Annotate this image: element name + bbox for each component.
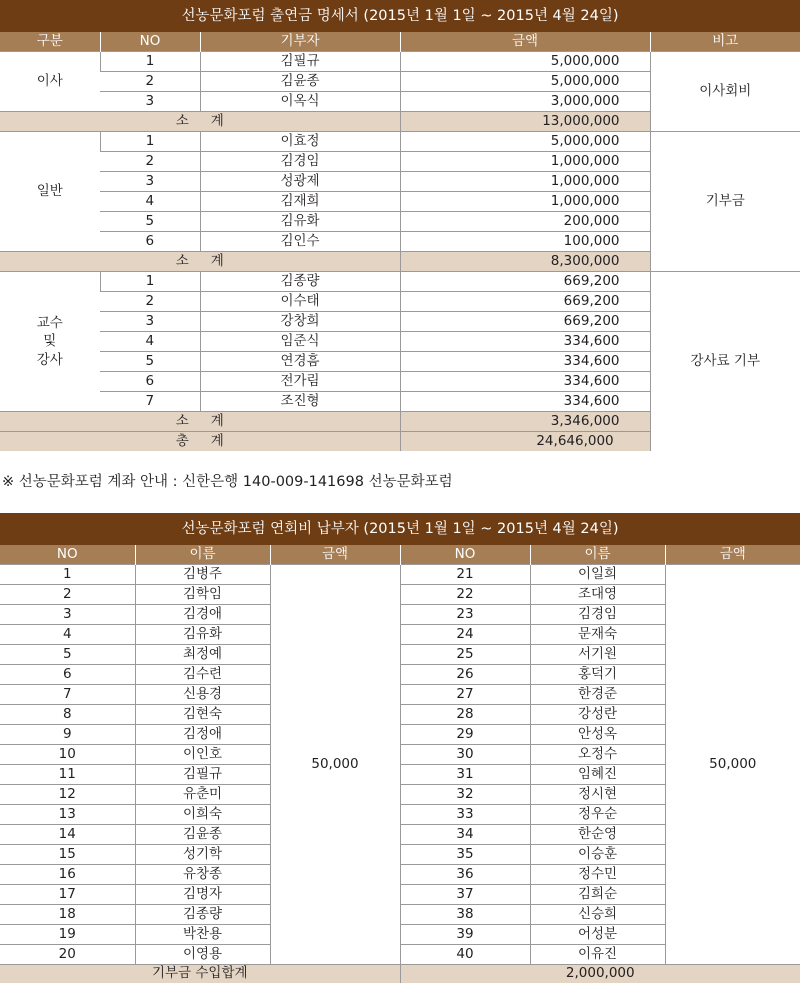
row-no: 1 — [100, 52, 200, 72]
member-name-left: 김윤종 — [135, 825, 270, 845]
row-no: 6 — [100, 232, 200, 252]
member-no-left: 2 — [0, 585, 135, 605]
member-name-left: 최정예 — [135, 645, 270, 665]
donor-name: 김재희 — [200, 192, 400, 212]
row-no: 5 — [100, 352, 200, 372]
category-cell: 일반 — [0, 132, 100, 252]
member-name-left: 유창종 — [135, 865, 270, 885]
header-name-left: 이름 — [135, 545, 270, 565]
membership-table-body — [0, 565, 800, 965]
member-no-right: 35 — [400, 845, 530, 865]
donation-table-header — [0, 32, 800, 52]
donor-name: 조진형 — [200, 392, 400, 412]
member-no-right: 30 — [400, 745, 530, 765]
table-row — [0, 272, 800, 292]
header-amount-right: 금액 — [665, 545, 800, 565]
member-name-right: 정우순 — [530, 805, 665, 825]
header-no-left: NO — [0, 545, 135, 565]
member-no-right: 22 — [400, 585, 530, 605]
table-row — [0, 132, 800, 152]
member-no-left: 7 — [0, 685, 135, 705]
row-no: 7 — [100, 392, 200, 412]
member-no-left: 20 — [0, 945, 135, 965]
member-no-left: 18 — [0, 905, 135, 925]
member-name-right: 서기원 — [530, 645, 665, 665]
table-row — [0, 565, 800, 585]
member-name-right: 김경임 — [530, 605, 665, 625]
membership-amount-right: 50,000 — [665, 565, 800, 965]
row-no: 4 — [100, 192, 200, 212]
category-line: 교수 — [0, 314, 100, 332]
membership-total-amount: 2,000,000 — [400, 965, 800, 983]
member-no-left: 9 — [0, 725, 135, 745]
header-donor: 기부자 — [200, 32, 400, 52]
member-no-right: 40 — [400, 945, 530, 965]
member-no-left: 19 — [0, 925, 135, 945]
header-category: 구분 — [0, 32, 100, 52]
subtotal-label — [0, 252, 400, 272]
donation-amount: 669,200 — [400, 292, 650, 312]
member-no-left: 15 — [0, 845, 135, 865]
member-name-right: 정시현 — [530, 785, 665, 805]
donor-name: 임준식 — [200, 332, 400, 352]
member-no-right: 39 — [400, 925, 530, 945]
donor-name: 이옥식 — [200, 92, 400, 112]
membership-table — [0, 513, 800, 983]
member-no-left: 8 — [0, 705, 135, 725]
donation-amount: 5,000,000 — [400, 72, 650, 92]
member-name-left: 이희숙 — [135, 805, 270, 825]
member-no-right: 28 — [400, 705, 530, 725]
donor-name: 성광제 — [200, 172, 400, 192]
table-row — [0, 52, 800, 72]
member-no-left: 6 — [0, 665, 135, 685]
header-no: NO — [100, 32, 200, 52]
member-no-right: 38 — [400, 905, 530, 925]
donor-name: 이효정 — [200, 132, 400, 152]
member-name-left: 신용경 — [135, 685, 270, 705]
member-name-right: 조대영 — [530, 585, 665, 605]
member-no-right: 36 — [400, 865, 530, 885]
row-no: 3 — [100, 172, 200, 192]
row-no: 4 — [100, 332, 200, 352]
member-name-left: 김명자 — [135, 885, 270, 905]
donation-table-title: 선농문화포럼 출연금 명세서 (2015년 1월 1일 ~ 2015년 4월 24일) — [0, 0, 800, 32]
member-no-left: 1 — [0, 565, 135, 585]
account-notice: ※ 선농문화포럼 계좌 안내 : 신한은행 140-009-141698 선농문화포럼 — [0, 451, 800, 513]
note-cell: 이사회비 — [650, 52, 800, 132]
member-name-right: 이승훈 — [530, 845, 665, 865]
donation-amount: 100,000 — [400, 232, 650, 252]
row-no: 5 — [100, 212, 200, 232]
member-name-right: 김희순 — [530, 885, 665, 905]
member-no-right: 21 — [400, 565, 530, 585]
member-name-left: 김종량 — [135, 905, 270, 925]
membership-total-row — [0, 965, 800, 983]
member-no-right: 33 — [400, 805, 530, 825]
subtotal-label-text: 소계 — [154, 413, 246, 429]
member-no-left: 10 — [0, 745, 135, 765]
member-name-right: 어성분 — [530, 925, 665, 945]
membership-table-title: 선농문화포럼 연회비 납부자 (2015년 1월 1일 ~ 2015년 4월 24일) — [0, 513, 800, 545]
membership-amount-left: 50,000 — [270, 565, 400, 965]
donation-amount: 1,000,000 — [400, 152, 650, 172]
member-name-right: 오정수 — [530, 745, 665, 765]
note-cell: 강사료 기부 — [650, 272, 800, 452]
header-amount-left: 금액 — [270, 545, 400, 565]
member-no-right: 37 — [400, 885, 530, 905]
member-name-right: 이일희 — [530, 565, 665, 585]
member-no-left: 13 — [0, 805, 135, 825]
subtotal-label — [0, 112, 400, 132]
donation-amount: 334,600 — [400, 352, 650, 372]
member-no-right: 25 — [400, 645, 530, 665]
donor-name: 연경흠 — [200, 352, 400, 372]
header-no-right: NO — [400, 545, 530, 565]
member-no-left: 17 — [0, 885, 135, 905]
donation-amount: 3,000,000 — [400, 92, 650, 112]
member-name-left: 성기학 — [135, 845, 270, 865]
member-name-right: 정수민 — [530, 865, 665, 885]
row-no: 1 — [100, 272, 200, 292]
donation-amount: 200,000 — [400, 212, 650, 232]
donation-amount: 5,000,000 — [400, 52, 650, 72]
member-name-left: 이영용 — [135, 945, 270, 965]
donor-name: 전가림 — [200, 372, 400, 392]
grand-total-label-text: 총계 — [154, 433, 246, 449]
subtotal-label-text: 소계 — [154, 113, 246, 129]
donor-name: 김윤종 — [200, 72, 400, 92]
subtotal-label-text: 소계 — [154, 253, 246, 269]
donor-name: 강창희 — [200, 312, 400, 332]
member-name-left: 김병주 — [135, 565, 270, 585]
member-name-left: 박찬용 — [135, 925, 270, 945]
member-name-left: 김학임 — [135, 585, 270, 605]
member-name-left: 이인호 — [135, 745, 270, 765]
member-name-right: 이유진 — [530, 945, 665, 965]
member-name-left: 김수련 — [135, 665, 270, 685]
membership-total-label: 기부금 수입합계 — [0, 965, 400, 983]
note-cell: 기부금 — [650, 132, 800, 272]
member-no-left: 11 — [0, 765, 135, 785]
member-name-right: 문재숙 — [530, 625, 665, 645]
category-cell: 이사 — [0, 52, 100, 112]
member-name-right: 한경준 — [530, 685, 665, 705]
member-name-right: 한순영 — [530, 825, 665, 845]
subtotal-amount: 13,000,000 — [400, 112, 650, 132]
category-lines — [0, 314, 100, 369]
member-no-left: 3 — [0, 605, 135, 625]
member-name-left: 김필규 — [135, 765, 270, 785]
member-no-right: 26 — [400, 665, 530, 685]
grand-total-amount: 24,646,000 — [400, 432, 650, 452]
member-name-left: 김현숙 — [135, 705, 270, 725]
member-no-right: 24 — [400, 625, 530, 645]
header-amount: 금액 — [400, 32, 650, 52]
donation-amount: 5,000,000 — [400, 132, 650, 152]
member-no-left: 12 — [0, 785, 135, 805]
header-name-right: 이름 — [530, 545, 665, 565]
row-no: 3 — [100, 92, 200, 112]
member-no-left: 4 — [0, 625, 135, 645]
donation-amount: 334,600 — [400, 332, 650, 352]
grand-total-label — [0, 432, 400, 452]
member-no-left: 14 — [0, 825, 135, 845]
category-line: 강사 — [0, 351, 100, 369]
membership-table-header — [0, 545, 800, 565]
donation-amount: 1,000,000 — [400, 172, 650, 192]
member-name-right: 강성란 — [530, 705, 665, 725]
donation-table — [0, 0, 800, 451]
donation-amount: 1,000,000 — [400, 192, 650, 212]
row-no: 1 — [100, 132, 200, 152]
subtotal-amount: 3,346,000 — [400, 412, 650, 432]
donation-amount: 334,600 — [400, 372, 650, 392]
member-no-right: 34 — [400, 825, 530, 845]
subtotal-label — [0, 412, 400, 432]
member-no-right: 32 — [400, 785, 530, 805]
category-cell — [0, 272, 100, 412]
member-name-right: 신승희 — [530, 905, 665, 925]
donation-amount: 334,600 — [400, 392, 650, 412]
member-name-left: 김정애 — [135, 725, 270, 745]
row-no: 2 — [100, 72, 200, 92]
member-name-left: 유춘미 — [135, 785, 270, 805]
donor-name: 이수태 — [200, 292, 400, 312]
category-line: 및 — [0, 332, 100, 350]
row-no: 6 — [100, 372, 200, 392]
row-no: 2 — [100, 292, 200, 312]
donation-amount: 669,200 — [400, 272, 650, 292]
member-no-right: 29 — [400, 725, 530, 745]
subtotal-amount: 8,300,000 — [400, 252, 650, 272]
member-no-left: 16 — [0, 865, 135, 885]
member-no-right: 27 — [400, 685, 530, 705]
donation-amount: 669,200 — [400, 312, 650, 332]
donor-name: 김유화 — [200, 212, 400, 232]
row-no: 2 — [100, 152, 200, 172]
header-note: 비고 — [650, 32, 800, 52]
member-name-left: 김경애 — [135, 605, 270, 625]
member-no-right: 23 — [400, 605, 530, 625]
member-name-right: 임혜진 — [530, 765, 665, 785]
donor-name: 김인수 — [200, 232, 400, 252]
member-name-left: 김유화 — [135, 625, 270, 645]
donor-name: 김경임 — [200, 152, 400, 172]
member-name-right: 홍덕기 — [530, 665, 665, 685]
member-no-right: 31 — [400, 765, 530, 785]
donor-name: 김필규 — [200, 52, 400, 72]
row-no: 3 — [100, 312, 200, 332]
donor-name: 김종량 — [200, 272, 400, 292]
member-name-right: 안성옥 — [530, 725, 665, 745]
member-no-left: 5 — [0, 645, 135, 665]
